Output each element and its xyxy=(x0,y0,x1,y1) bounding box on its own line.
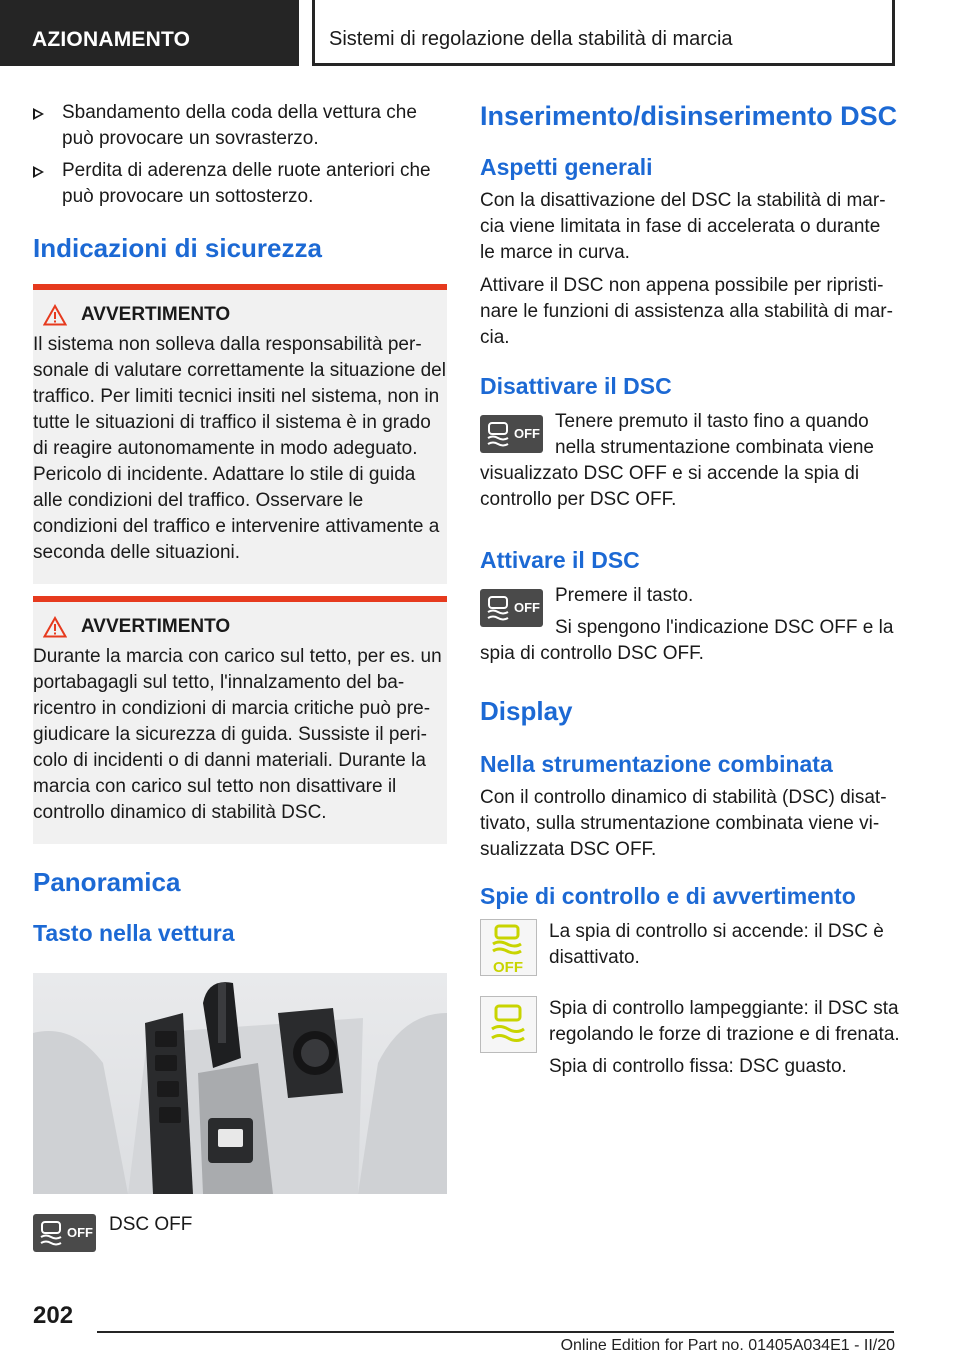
lamp2-text-group xyxy=(549,996,900,1080)
off-label: OFF xyxy=(514,426,540,441)
dsc-off-indicator-icon xyxy=(480,919,537,976)
deactivate-heading: Disattivare il DSC xyxy=(480,373,672,399)
warning-triangle-icon xyxy=(43,304,67,326)
skidding-car-icon xyxy=(484,594,512,622)
lamp1-text: La spia di controllo si accende: il DSC è disattivato. xyxy=(549,921,884,968)
footer-edition: Online Edition for Part no. 01405A034E1 - II/20 xyxy=(560,1337,895,1354)
warning-title: AVVERTIMENTO xyxy=(33,616,447,638)
lamps-heading: Spie di controllo e di avvertimento xyxy=(480,883,856,909)
general-heading: Aspetti generali xyxy=(480,154,653,180)
skidding-car-icon xyxy=(37,1219,65,1247)
deactivate-text: Tenere premuto il tasto fino a quando nella strumentazione combinata viene visualizzato DSC OFF e si accende la spia di controllo per DSC OFF. xyxy=(480,411,874,510)
dsc-off-lamp-symbol xyxy=(481,920,536,975)
off-label: OFF xyxy=(514,600,540,615)
activate-text-1: Premere il tasto. xyxy=(555,585,694,606)
page-number: 202 xyxy=(33,1302,74,1329)
triangle-bullet-icon xyxy=(33,108,44,120)
warning-text: Il sistema non solleva dalla responsabilità personale di valutare correttamente la situazione del traffico. Per limiti tecnici insiti nel sistema, non in tutte le situazioni di traffico il sistema è in grado di reagire autonomamente in modo adeguato. Pericolo di incidente. Adattare lo stile di guida alle condizioni del traffico. Osservare le condizioni del traffico e intervenire attivamente a seconda delle situazioni. xyxy=(33,334,446,563)
skidding-car-icon xyxy=(484,420,512,448)
warning-box xyxy=(33,284,447,584)
lamp-row xyxy=(480,919,900,976)
warning-text: Durante la marcia con carico sul tetto, per es. un portabagagli sul tetto, l'innalzamento del baricentro in condizioni di marcia critiche può pregiudicare la sicurezza di guida. Sussiste il pericolo di incidenti o di danni materiali. Durante la marcia con carico sul tetto non disattivare il controllo dinamico di stabilità DSC. xyxy=(33,646,442,823)
warning-box xyxy=(33,596,447,844)
deactivate-block xyxy=(480,409,900,513)
general-paragraph-1: Con la disattivazione del DSC la stabilità di marcia viene limitata in fase di accelerata o durante le marce in curva. xyxy=(480,190,886,263)
lamp-row xyxy=(480,996,900,1080)
triangle-bullet-icon xyxy=(33,166,44,178)
lamp2-text-2: Spia di controllo fissa: DSC guasto. xyxy=(549,1056,847,1077)
header-section: AZIONAMENTO xyxy=(0,0,299,66)
lamp2-text-1: Spia di controllo lampeggiante: il DSC sta regolando le forze di trazione e di frenata. xyxy=(549,998,900,1045)
center-console-illustration xyxy=(33,973,447,1194)
button-caption: DSC OFF xyxy=(109,1214,193,1235)
cluster-heading: Nella strumentazione combinata xyxy=(480,751,833,777)
display-heading: Display xyxy=(480,696,573,726)
footer-divider xyxy=(97,1331,894,1333)
left-column xyxy=(33,100,447,948)
safety-heading: Indicazioni di sicurezza xyxy=(33,233,322,263)
warning-triangle-icon xyxy=(43,616,67,638)
dsc-off-button-icon xyxy=(480,589,543,627)
button-heading: Tasto nella vettura xyxy=(33,920,235,946)
center-console-image xyxy=(33,973,447,1194)
button-caption-row xyxy=(33,1214,192,1252)
dsc-lamp-symbol xyxy=(481,997,536,1052)
list-item: Sbandamento della coda della vettura che può provocare un sovrasterzo. xyxy=(33,100,447,152)
activate-heading: Attivare il DSC xyxy=(480,547,640,573)
right-column xyxy=(480,100,900,1080)
lamp-off-label: OFF xyxy=(493,959,523,975)
activate-block xyxy=(480,583,900,667)
off-label: OFF xyxy=(67,1225,93,1240)
dsc-off-button-icon xyxy=(480,415,543,453)
list-item: Perdita di aderenza delle ruote anteriori che può provocare un sottosterzo. xyxy=(33,158,447,210)
bullet-list xyxy=(33,100,447,210)
warning-title: AVVERTIMENTO xyxy=(33,304,447,326)
cluster-text: Con il controllo dinamico di stabilità (DSC) disattivato, sulla strumentazione combinata viene visualizzata DSC OFF. xyxy=(480,787,887,860)
activate-text-2: Si spengono l'indicazione DSC OFF e la spia di controllo DSC OFF. xyxy=(480,617,894,664)
dsc-indicator-icon xyxy=(480,996,537,1053)
overview-heading: Panoramica xyxy=(33,867,181,897)
dsc-main-heading: Inserimento/disinserimento DSC xyxy=(480,101,898,131)
dsc-off-button-icon xyxy=(33,1214,96,1252)
general-paragraph-2: Attivare il DSC non appena possibile per ripristinare le funzioni di assistenza alla stabilità di marcia. xyxy=(480,275,893,348)
header-title: Sistemi di regolazione della stabilità di marcia xyxy=(312,0,895,66)
